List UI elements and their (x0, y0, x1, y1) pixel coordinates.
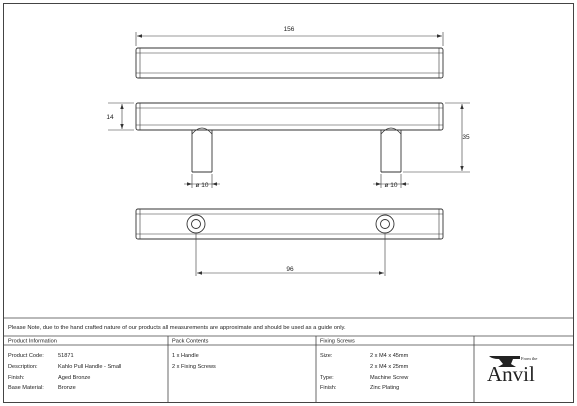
pack-item: 1 x Handle (172, 353, 199, 359)
left-leg (192, 128, 212, 172)
top-view-bar (136, 48, 443, 78)
finish-value: Aged Bronze (58, 375, 91, 381)
fixing-screws-heading: Fixing Screws (320, 338, 355, 345)
right-fixing-hole (376, 215, 394, 233)
side-view (136, 103, 443, 172)
product-code-value: 51871 (58, 353, 74, 359)
left-leg-diameter-label: ø 10 (195, 182, 209, 189)
description-label: Description: (8, 364, 38, 370)
screw-size-value: 2 x M4 x 45mm (370, 353, 409, 359)
overall-length-dimension (136, 32, 443, 46)
anvil-logo (487, 356, 537, 386)
side-view-bar (136, 103, 443, 130)
right-leg-diameter-label: ø 10 (384, 182, 398, 189)
pack-contents-heading: Pack Contents (172, 338, 209, 345)
screw-type-value: Machine Screw (370, 375, 409, 381)
hole-centres-label: 96 (286, 266, 294, 273)
sheet-border (4, 4, 574, 403)
description-value: Kahlo Pull Handle - Small (58, 364, 122, 370)
bottom-view (136, 209, 443, 239)
logo-wordmark: Anvil (487, 362, 535, 386)
projection-dimension (403, 103, 470, 172)
product-info-heading: Product Information (8, 338, 57, 345)
projection-label: 35 (462, 134, 470, 141)
product-code-label: Product Code: (8, 353, 44, 359)
screw-size-label: Size: (320, 353, 333, 359)
pack-item: 2 x Fixing Screws (172, 364, 216, 370)
base-material-value: Bronze (58, 385, 76, 391)
screw-finish-label: Finish: (320, 385, 337, 391)
right-leg (381, 128, 401, 172)
disclaimer-note: Please Note, due to the hand crafted nature of our products all measurements are approximate and should be used as a guide only. (8, 325, 346, 331)
screw-size-value: 2 x M4 x 25mm (370, 364, 409, 370)
bottom-view-bar (136, 209, 443, 239)
leg-diameter-dimensions (184, 174, 409, 188)
overall-length-label: 156 (283, 26, 295, 33)
left-fixing-hole (187, 215, 205, 233)
screw-finish-value: Zinc Plating (370, 385, 400, 391)
finish-label: Finish: (8, 375, 25, 381)
top-view (136, 48, 443, 78)
screw-type-label: Type: (320, 375, 334, 381)
bar-height-label: 14 (106, 114, 114, 121)
logo-tagline: From the (521, 356, 538, 361)
base-material-label: Base Material: (8, 385, 44, 391)
